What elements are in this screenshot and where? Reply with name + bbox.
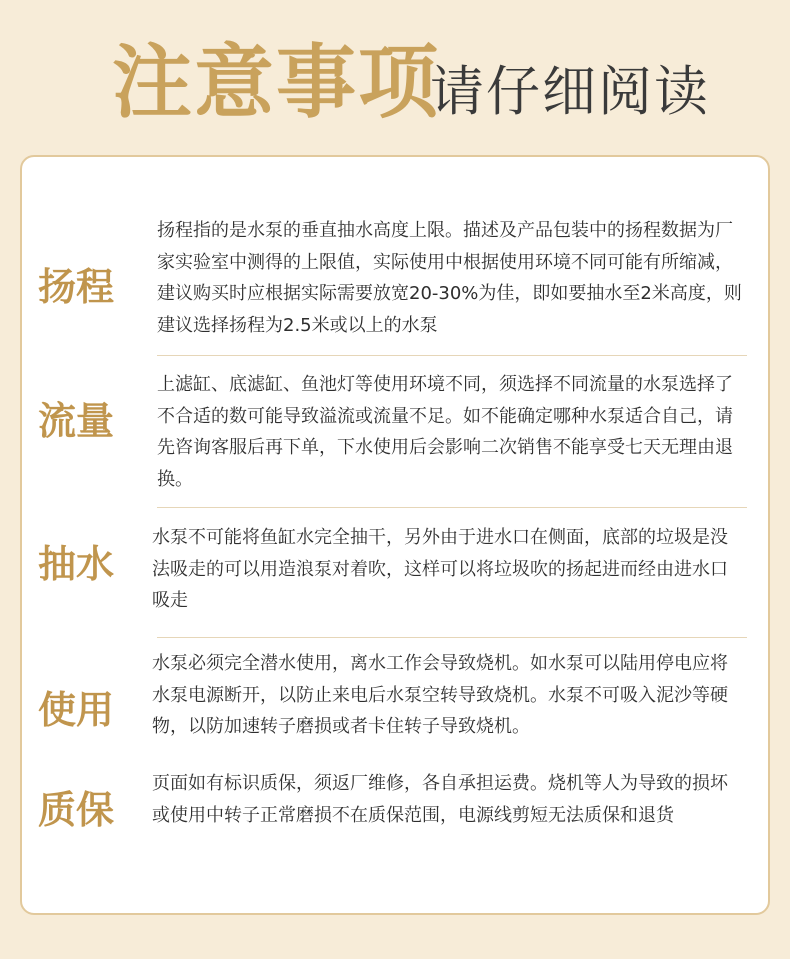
section-label: 流量 <box>38 399 115 443</box>
page-subtitle: 请仔细阅读 <box>430 60 710 123</box>
section-text: 水泵不可能将鱼缸水完全抽干，另外由于进水口在侧面，底部的垃圾是没法吸走的可以用造浪泵对着吹，这样可以将垃圾吹的扬起进而经由进水口吸走 <box>152 527 728 611</box>
section-text: 上滤缸、底滤缸、鱼池灯等使用环境不同，须选择不同流量的水泵选择了不合适的数可能导致溢流或流量不足。如不能确定哪种水泵适合自己，请先咨询客服后再下单，下水使用后会影响二次销售不能享受七天无理由退换。 <box>157 374 733 490</box>
section-text: 扬程指的是水泵的垂直抽水高度上限。描述及产品包装中的扬程数据为厂家实验室中测得的上限值，实际使用中根据使用环境不同可能有所缩减，建议购买时应根据实际需要放宽20-30%为佳，即如要抽水至2米高度，则建议选择扬程为2.5米或以上的水泵 <box>157 220 742 336</box>
page-header <box>0 0 790 150</box>
section-label: 扬程 <box>38 265 115 309</box>
section-label: 抽水 <box>38 542 115 586</box>
section-divider <box>157 355 747 356</box>
section-text: 页面如有标识质保，须返厂维修，各自承担运费。烧机等人为导致的损坏或使用中转子正常磨损不在质保范围，电源线剪短无法质保和退货 <box>152 773 728 826</box>
section-label: 质保 <box>38 788 115 832</box>
section-label: 使用 <box>38 688 115 732</box>
section-text: 水泵必须完全潜水使用，离水工作会导致烧机。如水泵可以陆用停电应将水泵电源断开，以防止来电后水泵空转导致烧机。水泵不可吸入泥沙等硬物，以防加速转子磨损或者卡住转子导致烧机。 <box>152 653 728 737</box>
page-title: 注意事项 <box>112 36 440 129</box>
section-divider <box>157 637 747 638</box>
section-divider <box>157 507 747 508</box>
notice-card <box>20 155 770 915</box>
